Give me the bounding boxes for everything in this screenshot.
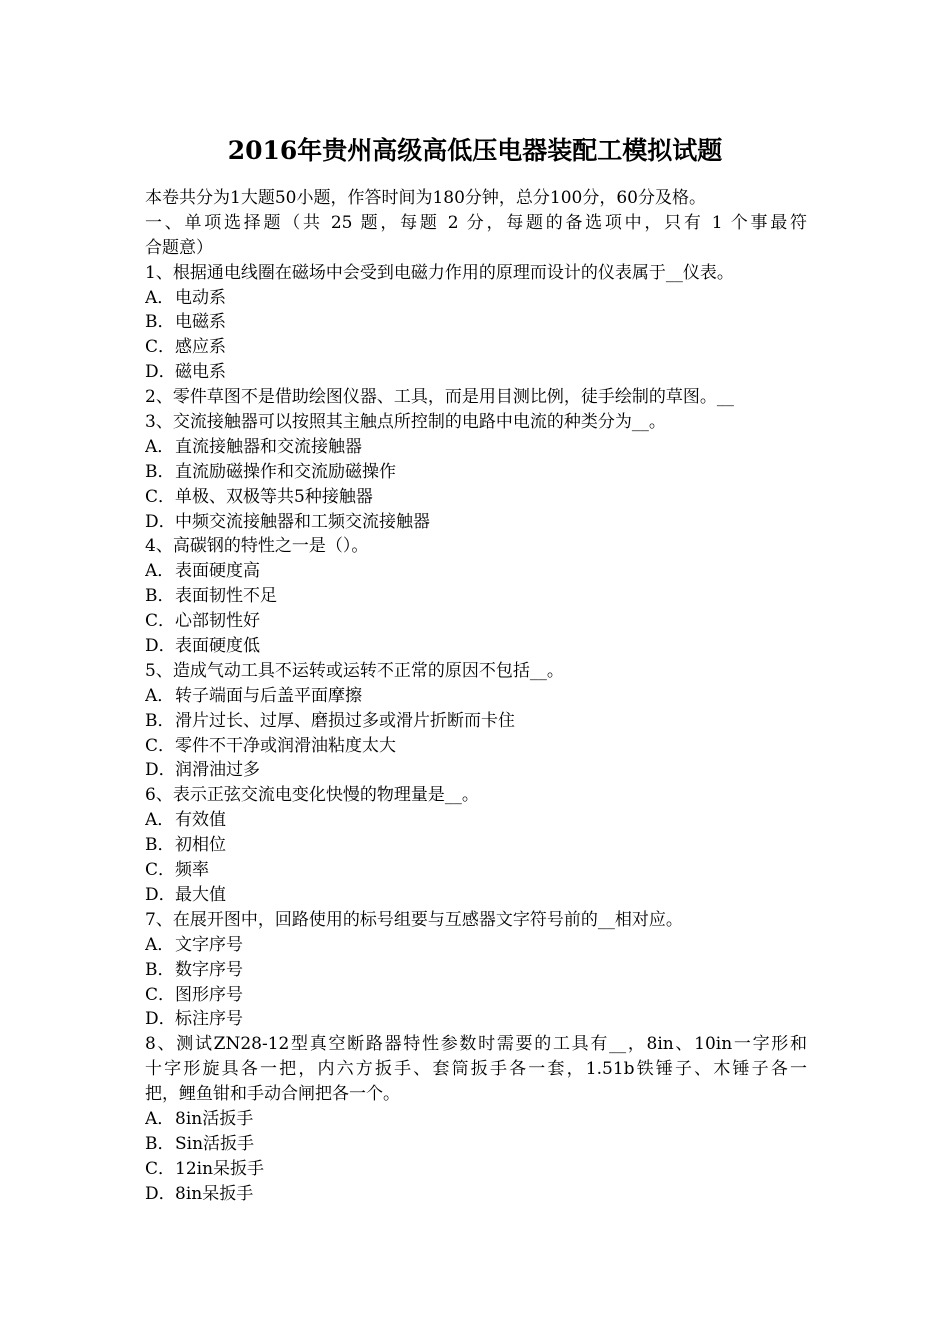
option-text: 文字序号 — [175, 934, 243, 955]
option-text: 8in呆扳手 — [175, 1183, 254, 1204]
question-stem-line: 1、根据通电线圈在磁场中会受到电磁力作用的原理而设计的仪表属于__仪表。 — [145, 262, 734, 283]
answer-option — [145, 833, 807, 858]
option-letter: C． — [145, 611, 176, 632]
option-letter: B． — [145, 1133, 175, 1154]
option-text: 单极、双极等共5种接触器 — [175, 486, 373, 507]
answer-option — [145, 286, 807, 311]
option-text: 润滑油过多 — [175, 760, 260, 781]
answer-option — [145, 1107, 807, 1132]
option-letter: A． — [145, 1108, 175, 1129]
answer-option — [145, 559, 807, 584]
answer-option — [145, 1157, 807, 1182]
option-text: 心部韧性好 — [175, 611, 260, 632]
answer-option — [145, 485, 807, 510]
option-letter: A． — [145, 287, 175, 308]
answer-option — [145, 584, 807, 609]
question-stem-line: 5、造成气动工具不运转或运转不正常的原因不包括__。 — [145, 660, 564, 681]
option-text: 数字序号 — [175, 959, 243, 980]
question-list — [145, 261, 807, 1207]
option-text: 表面硬度高 — [175, 561, 260, 582]
option-letter: C． — [145, 337, 176, 358]
answer-option — [145, 634, 807, 659]
option-letter: D． — [145, 884, 176, 905]
option-letter: A． — [145, 685, 175, 706]
question-item — [145, 410, 807, 534]
option-text: 直流励磁操作和交流励磁操作 — [175, 461, 396, 482]
answer-option — [145, 933, 807, 958]
page-title: 2016年贵州高级高低压电器装配工模拟试题 — [227, 136, 723, 165]
question-stem-line: 把，鲤鱼钳和手动合闸把各一个。 — [145, 1084, 400, 1105]
question-item — [145, 1032, 807, 1206]
answer-option — [145, 360, 807, 385]
option-text: 磁电系 — [175, 362, 226, 383]
answer-option — [145, 1132, 807, 1157]
option-text: 转子端面与后盖平面摩擦 — [175, 685, 362, 706]
answer-option — [145, 684, 807, 709]
question-stem-line: 7、在展开图中，回路使用的标号组要与互感器文字符号前的__相对应。 — [145, 909, 683, 930]
question-stem-line: 3、交流接触器可以按照其主触点所控制的电路中电流的种类分为__。 — [145, 412, 666, 433]
section-heading-line-1: 一、单项选择题（共 25 题，每题 2 分，每题的备选项中，只有 1 个事最符 — [145, 212, 807, 233]
option-letter: A． — [145, 934, 175, 955]
option-letter: D． — [145, 1183, 176, 1204]
section-heading-line-2: 合题意） — [145, 237, 213, 258]
question-stem-line: 2、零件草图不是借助绘图仪器、工具，而是用目测比例，徒手绘制的草图。__ — [145, 387, 734, 408]
option-letter: D． — [145, 511, 176, 532]
option-text: 中频交流接触器和工频交流接触器 — [175, 511, 430, 532]
answer-option — [145, 958, 807, 983]
option-text: 标注序号 — [175, 1009, 243, 1030]
option-letter: B． — [145, 461, 175, 482]
option-text: 直流接触器和交流接触器 — [175, 436, 362, 457]
answer-option — [145, 734, 807, 759]
answer-option — [145, 310, 807, 335]
answer-option — [145, 510, 807, 535]
option-letter: B． — [145, 835, 175, 856]
option-text: 8in活扳手 — [175, 1108, 254, 1129]
option-text: 最大值 — [175, 884, 226, 905]
option-letter: A． — [145, 810, 175, 831]
answer-option — [145, 808, 807, 833]
answer-option — [145, 609, 807, 634]
option-letter: C． — [145, 1158, 176, 1179]
option-text: Sin活扳手 — [175, 1133, 255, 1154]
question-item — [145, 385, 807, 410]
option-letter: A． — [145, 436, 175, 457]
answer-option — [145, 1007, 807, 1032]
option-letter: B． — [145, 710, 175, 731]
option-letter: C． — [145, 860, 176, 881]
option-text: 图形序号 — [175, 984, 243, 1005]
option-text: 感应系 — [175, 337, 226, 358]
question-stem-line: 十字形旋具各一把，内六方扳手、套筒扳手各一套，1.51b铁锤子、木锤子各一 — [145, 1059, 807, 1080]
question-item — [145, 908, 807, 1032]
answer-option — [145, 335, 807, 360]
question-stem-line: 6、表示正弦交流电变化快慢的物理量是__。 — [145, 785, 479, 806]
option-text: 频率 — [175, 860, 209, 881]
answer-option — [145, 883, 807, 908]
exam-intro: 本卷共分为1大题50小题，作答时间为180分钟，总分100分，60分及格。 — [145, 188, 706, 208]
option-letter: B． — [145, 959, 175, 980]
option-text: 初相位 — [175, 835, 226, 856]
question-item — [145, 534, 807, 658]
option-letter: D． — [145, 362, 176, 383]
question-stem-line: 8、测试ZN28-12型真空断路器特性参数时需要的工具有__，8in、10in一字形和 — [145, 1034, 807, 1055]
document-body — [145, 186, 807, 1207]
option-text: 表面韧性不足 — [175, 586, 277, 607]
option-text: 有效值 — [175, 810, 226, 831]
option-text: 零件不干净或润滑油粘度太大 — [175, 735, 396, 756]
answer-option — [145, 858, 807, 883]
question-stem-line: 4、高碳钢的特性之一是（）。 — [145, 536, 369, 557]
option-letter: D． — [145, 1009, 176, 1030]
option-letter: C． — [145, 735, 176, 756]
option-letter: B． — [145, 312, 175, 333]
answer-option — [145, 758, 807, 783]
answer-option — [145, 435, 807, 460]
answer-option — [145, 709, 807, 734]
question-item — [145, 261, 807, 385]
option-letter: D． — [145, 760, 176, 781]
option-text: 12in呆扳手 — [175, 1158, 265, 1179]
option-text: 电磁系 — [175, 312, 226, 333]
option-letter: B． — [145, 586, 175, 607]
question-item — [145, 783, 807, 907]
option-letter: A． — [145, 561, 175, 582]
option-text: 滑片过长、过厚、磨损过多或滑片折断而卡住 — [175, 710, 515, 731]
option-letter: C． — [145, 486, 176, 507]
option-text: 电动系 — [175, 287, 226, 308]
option-letter: C． — [145, 984, 176, 1005]
answer-option — [145, 460, 807, 485]
answer-option — [145, 983, 807, 1008]
question-item — [145, 659, 807, 783]
option-letter: D． — [145, 636, 176, 657]
option-text: 表面硬度低 — [175, 636, 260, 657]
answer-option — [145, 1182, 807, 1207]
